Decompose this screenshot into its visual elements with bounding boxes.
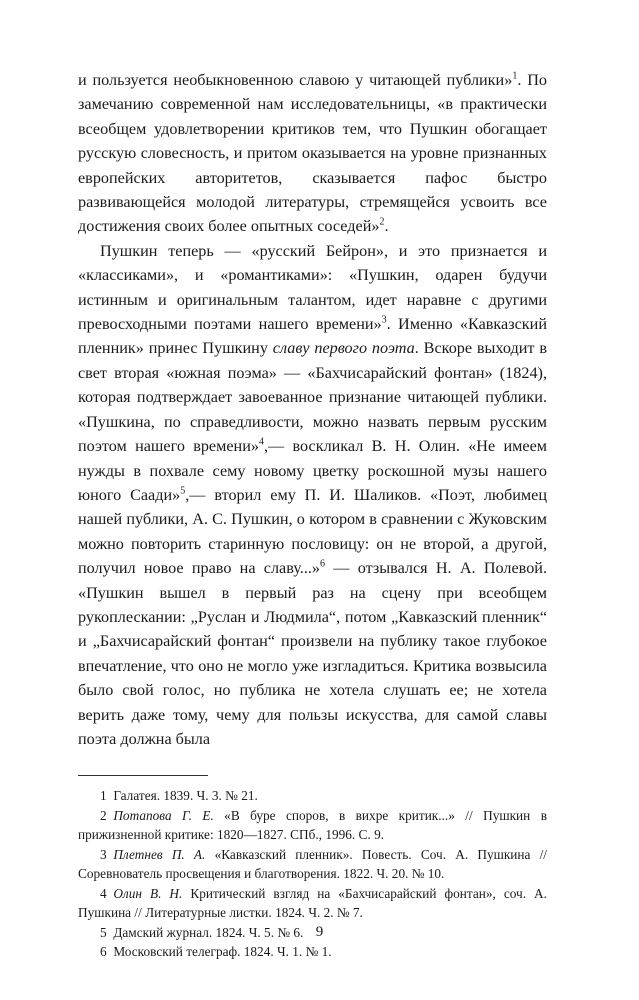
footnote-ref: 1: [512, 70, 518, 82]
footnote: [78, 942, 547, 962]
footnote: [78, 845, 547, 884]
page-content: [78, 68, 547, 962]
body-paragraph: [78, 239, 547, 752]
footnote: [78, 884, 547, 923]
footnote-number: 1: [100, 788, 107, 804]
italic-text: Олин В. Н.: [113, 885, 183, 901]
text-run: — отзывался Н. А. Полевой. «Пушкин вышел в первый раз на сцену при всеобщем рукоплескании: „Руслан и Людмила“, потом „Кавказский пленник“ и „Бахчисарайский фонтан“ произвели на публику такое глубокое впечатление, что оно не могло уже изгладиться. Критика возвысила было свой голос, но публика не хотела слушать ее; не хотела верить даже тому, чему для пользы искусства, для самой славы поэта должна была: [78, 559, 547, 748]
footnote-ref: 6: [320, 558, 326, 570]
footnote-ref: 4: [258, 436, 264, 448]
body-paragraph: [78, 68, 547, 239]
footnote-number: 6: [100, 944, 107, 960]
italic-text: Потапова Г. Е.: [113, 807, 214, 823]
text-run: . Вскоре выходит в свет вторая «южная поэма» — «Бахчисарайский фонтан» (1824), которая подтверждает завоеванное признание читающей публики. «Пушкина, по справедливости, можно назвать первым русским поэтом нашего времени»: [78, 339, 547, 456]
text-run: . Именно «Кавказский пленник» принес Пушкину: [78, 315, 547, 358]
text-run: Пушкин теперь — «русский Бейрон», и это признается и «классиками», и «романтиками»: «Пушкин, одарен будучи истинным и оригинальным талантом, идет наравне с другими превосходными поэтами нашего времени»: [78, 241, 547, 334]
footnote-number: 2: [100, 807, 107, 823]
footnote-ref: 5: [180, 485, 186, 497]
footnote-number: 3: [100, 846, 107, 862]
footnote-ref: 3: [381, 314, 387, 326]
footnote: [78, 786, 547, 806]
text-run: ,— воскликал В. Н. Олин. «Не имеем нужды в похвале сему новому цветку роскошной музы нашего юного Саади»: [78, 437, 547, 504]
footnote: [78, 806, 547, 845]
text-run: Дамский журнал. 1824. Ч. 5. № 6.: [113, 924, 304, 940]
footnote-number: 5: [100, 924, 107, 940]
text-run: «В буре споров, в вихре критик...» // Пушкин в прижизненной критике: 1820—1827. СПб., 1996. С. 9.: [78, 807, 547, 843]
text-run: и пользуется необыкновенною славою у читающей публики»: [78, 71, 513, 89]
main-text: [78, 68, 547, 751]
text-run: .: [384, 217, 389, 236]
text-run: ,— вторил ему П. И. Шаликов. «Поэт, любимец нашей публики, А. С. Пушкин, о котором в сравнении с Жуковским можно повторить старинную пословицу: он не второй, а другой, получил новое право на славу...»: [78, 485, 547, 578]
text-run: Галатея. 1839. Ч. 3. № 21.: [113, 788, 258, 804]
text-run: . По замечанию современной нам исследовательницы, «в практически всеобщем удовлетворении критиков тем, что Пушкин обогащает русскую словесность, и притом оказывается на уровне признанных европейских авторитетов, сказывается пафос быстро развивающейся молодой литературы, стремящейся усвоить все достижения своих более опытных соседей»: [78, 71, 547, 236]
italic-text: Плетнев П. А.: [113, 846, 206, 862]
page-number: 9: [315, 924, 324, 940]
footnote-ref: 2: [379, 217, 385, 229]
footnote-number: 4: [100, 885, 107, 901]
footnote-divider: [78, 775, 208, 776]
text-run: Критический взгляд на «Бахчисарайский фонтан», соч. А. Пушкина // Литературные листки. 1824. Ч. 2. № 7.: [78, 885, 547, 921]
text-run: Московский телеграф. 1824. Ч. 1. № 1.: [113, 944, 332, 960]
text-run: «Кавказский пленник». Повесть. Соч. А. Пушкина // Соревнователь просвещения и благотворения. 1822. Ч. 20. № 10.: [78, 846, 547, 882]
italic-text: славу первого поэта: [272, 339, 415, 358]
